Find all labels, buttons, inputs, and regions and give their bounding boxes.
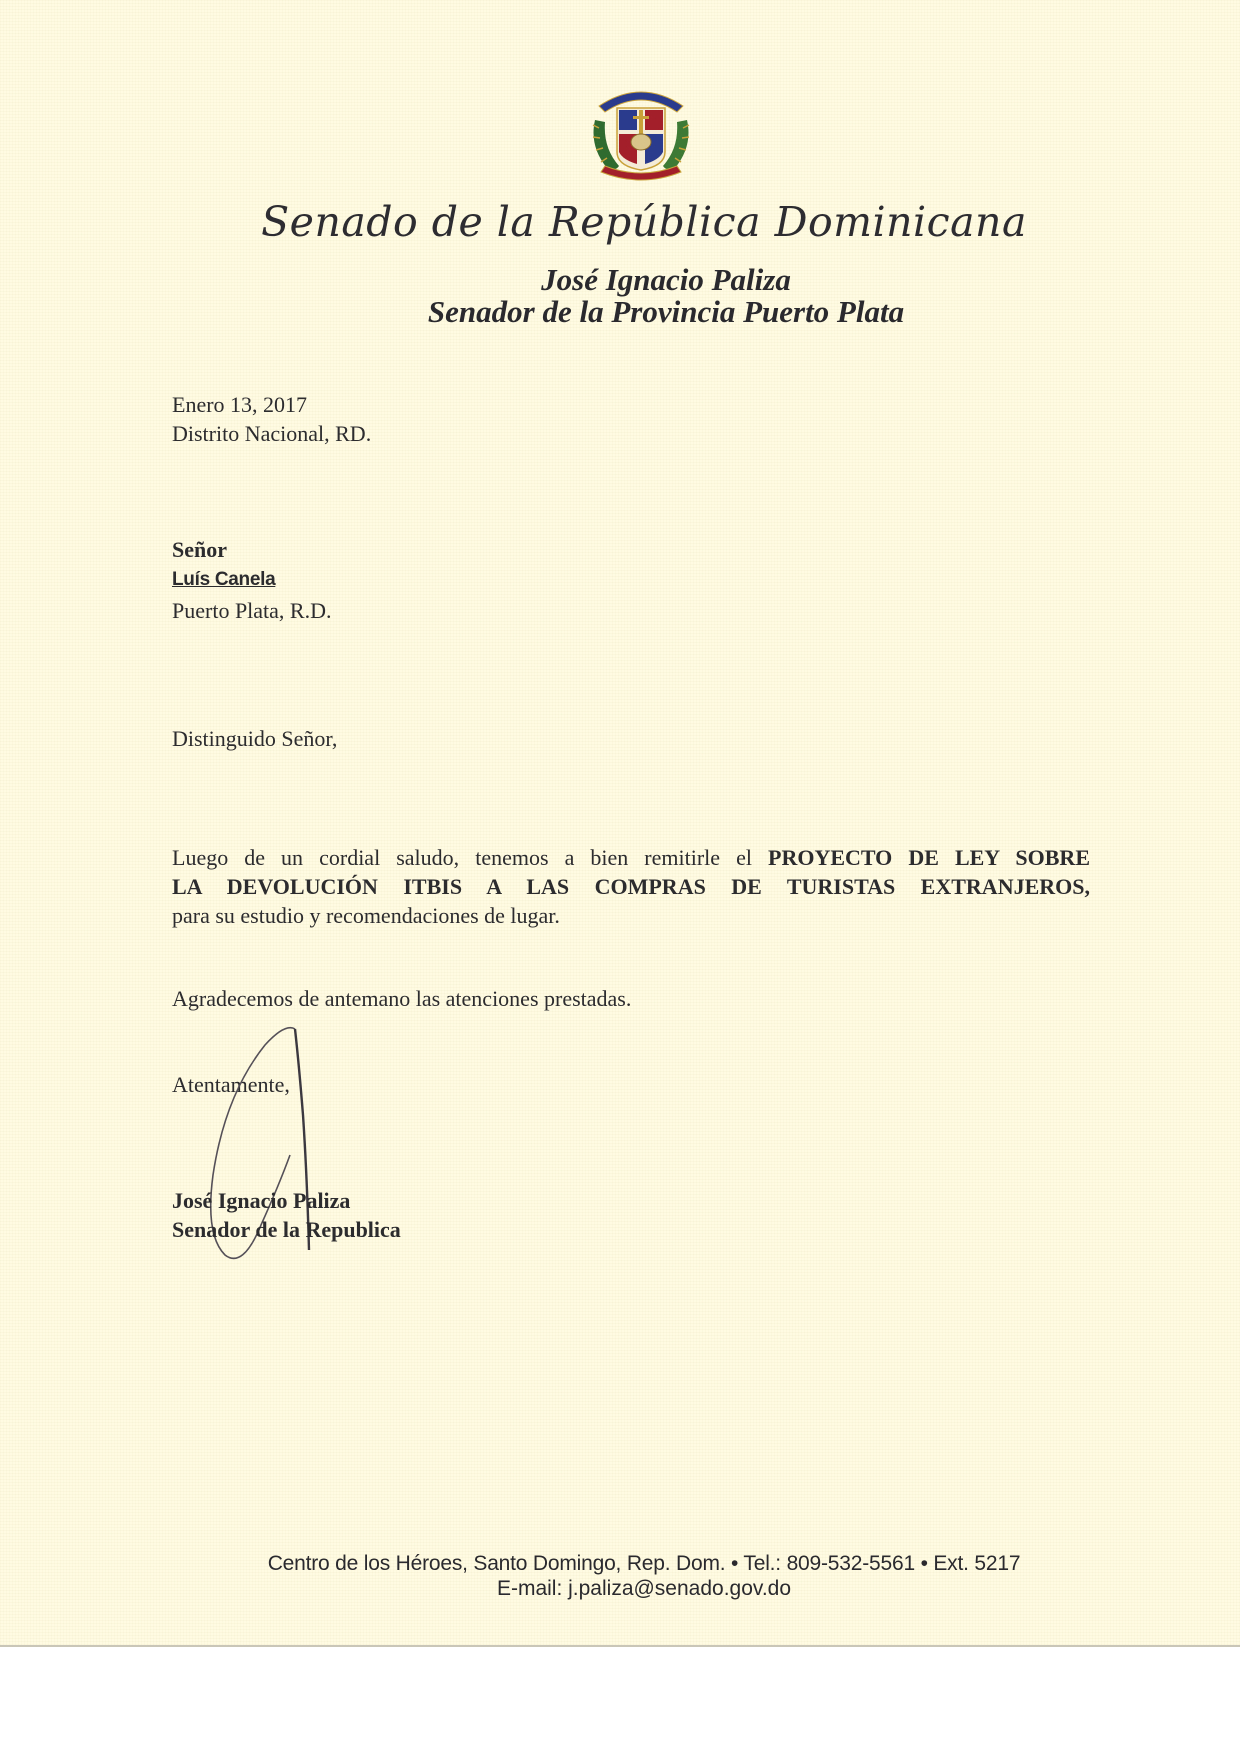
greeting: Distinguido Señor, xyxy=(172,726,338,751)
closing: Atentamente, xyxy=(172,1072,290,1097)
letterhead-senator-title: Senador de la Provincia Puerto Plata xyxy=(427,294,905,329)
body-line-1: Luego de un cordial saludo, tenemos a bien remitirle el PROYECTO DE LEY SOBRE xyxy=(172,845,1090,870)
letterhead-senator-name: José Ignacio Paliza xyxy=(541,262,791,297)
recipient-name: Luís Canela xyxy=(172,569,276,590)
recipient-title: Señor xyxy=(172,537,227,562)
coat-of-arms-icon xyxy=(585,76,697,188)
bill-title-part-1: PROYECTO DE LEY SOBRE xyxy=(768,845,1090,870)
body-paragraph xyxy=(172,843,1090,930)
bill-title-part-2: LA DEVOLUCIÓN ITBIS A LAS COMPRAS DE TURISTAS EXTRANJEROS, xyxy=(172,874,1090,899)
institution-title: Senado de la República Dominicana xyxy=(261,198,1027,246)
footer-email: E-mail: j.paliza@senado.gov.do xyxy=(496,1577,792,1600)
letter-date: Enero 13, 2017 xyxy=(172,392,308,417)
body-line-3: para su estudio y recomendaciones de lugar. xyxy=(172,903,560,928)
footer-address: Centro de los Héroes, Santo Domingo, Rep. Dom. • Tel.: 809-532-5561 • Ext. 5217 xyxy=(267,1552,1021,1575)
recipient-location: Puerto Plata, R.D. xyxy=(172,598,332,623)
signatory-name: José Ignacio Paliza xyxy=(172,1188,351,1213)
letter-place: Distrito Nacional, RD. xyxy=(172,421,372,446)
thanks-line: Agradecemos de antemano las atenciones prestadas. xyxy=(172,986,632,1011)
signatory-title: Senador de la Republica xyxy=(172,1217,401,1242)
